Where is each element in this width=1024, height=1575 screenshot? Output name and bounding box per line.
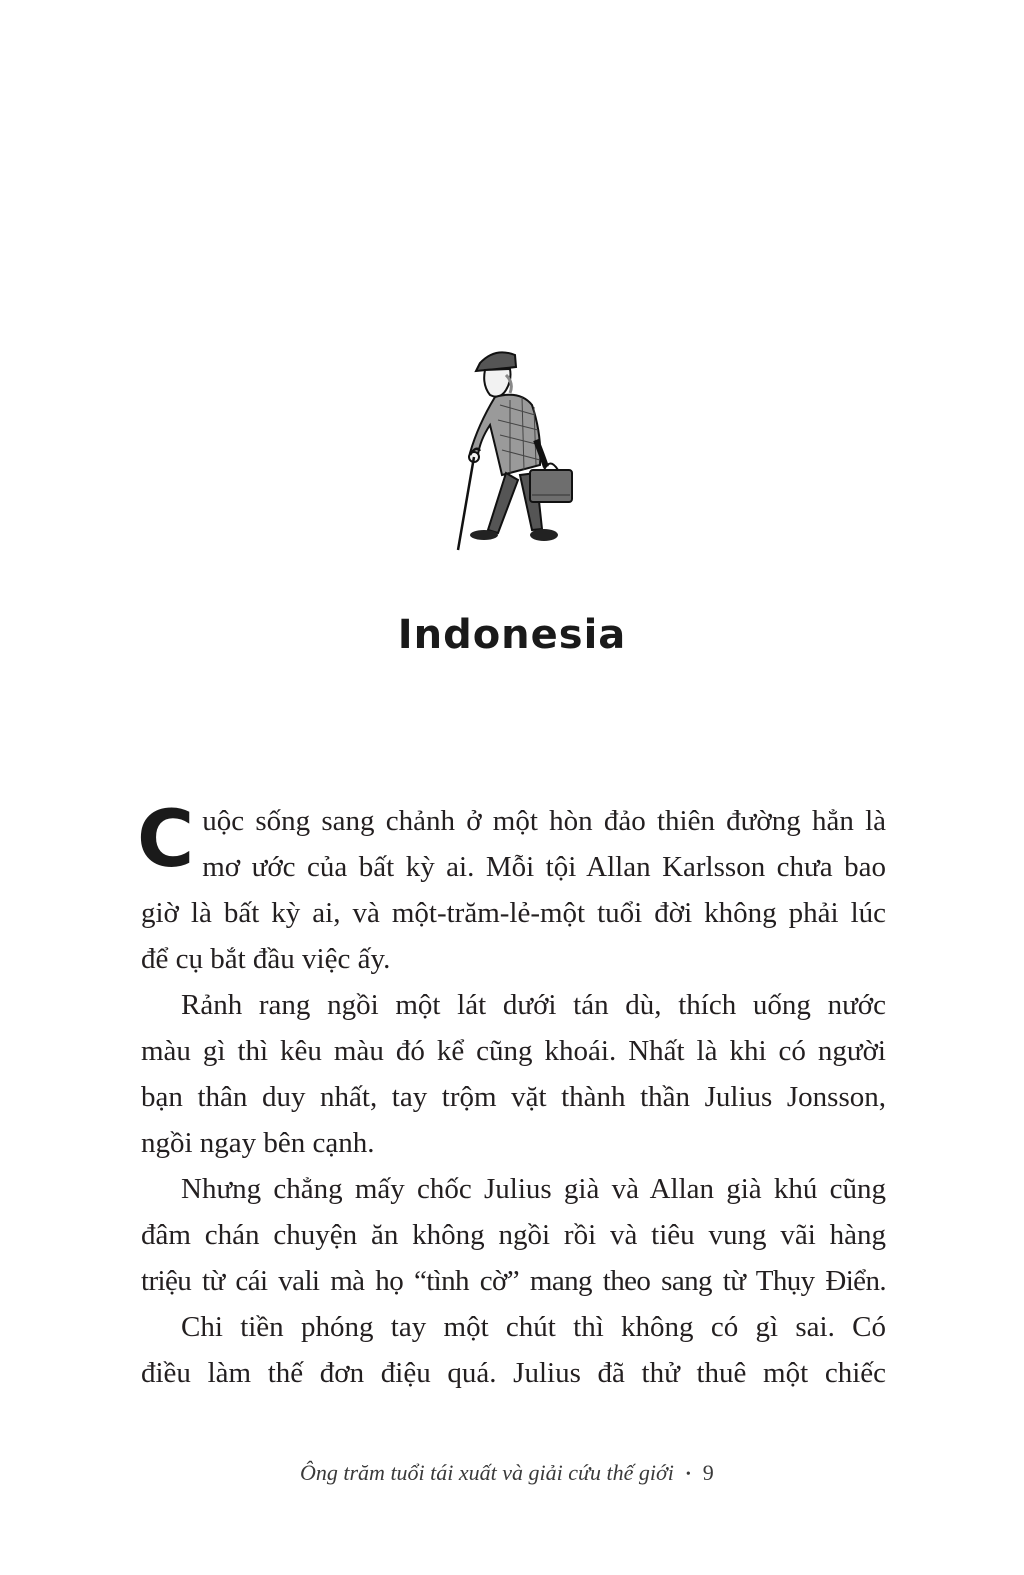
text-line: uộc sống sang chảnh ở một hòn đảo thiên đường hẳn là (202, 805, 886, 837)
text-line: triệu từ cái vali mà họ “tình cờ” mang theo sang từ Thụy Điển. (141, 1265, 886, 1297)
text-line: ngồi ngay bên cạnh. (141, 1127, 375, 1159)
separator-dot: • (685, 1466, 691, 1482)
text-line: để cụ bắt đầu việc ấy. (141, 943, 391, 975)
old-man-with-cane-and-suitcase-icon (440, 345, 590, 555)
text-line: bạn thân duy nhất, tay trộm vặt thành thần Julius Jonsson, (141, 1081, 886, 1113)
text-line: mơ ước của bất kỳ ai. Mỗi tội Allan Karlsson chưa bao (202, 851, 886, 883)
chapter-body (137, 795, 886, 1396)
text-line: điều làm thế đơn điệu quá. Julius đã thử thuê một chiếc (141, 1357, 886, 1389)
text-line: Chi tiền phóng tay một chút thì không có gì sai. Có (181, 1311, 886, 1343)
drop-cap: C (137, 795, 195, 885)
text-line: màu gì thì kêu màu đó kể cũng khoái. Nhất là khi có người (141, 1035, 886, 1067)
text-line: Nhưng chẳng mấy chốc Julius già và Allan già khú cũng (181, 1173, 886, 1205)
running-book-title: Ông trăm tuổi tái xuất và giải cứu thế giới (300, 1460, 674, 1485)
page-footer (300, 1460, 740, 1486)
paragraph-2 (141, 982, 886, 1166)
paragraph-4 (141, 1304, 886, 1396)
text-line: Rảnh rang ngồi một lát dưới tán dù, thích uống nước (181, 989, 886, 1021)
text-line: đâm chán chuyện ăn không ngồi rồi và tiêu vung vãi hàng (141, 1219, 886, 1251)
text-line: giờ là bất kỳ ai, và một-trăm-lẻ-một tuổi đời không phải lúc (141, 897, 886, 929)
paragraph-1 (137, 795, 886, 982)
chapter-title: Indonesia (397, 611, 627, 658)
paragraph-3 (141, 1166, 886, 1304)
page-number: 9 (702, 1460, 714, 1485)
